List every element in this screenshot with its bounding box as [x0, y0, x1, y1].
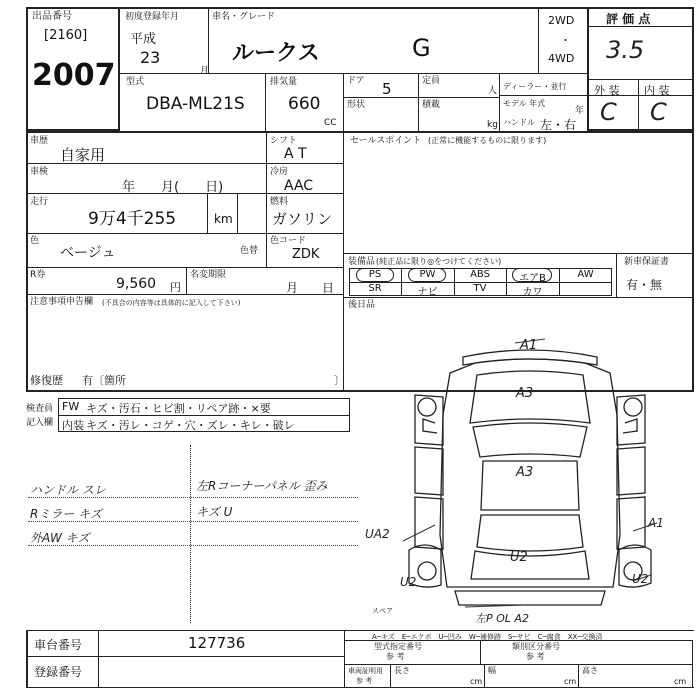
drive-2wd: 2WD: [548, 14, 575, 27]
divider: [265, 73, 266, 131]
drive-dot: ・: [560, 34, 571, 47]
lot-label: 出品番号: [32, 11, 72, 22]
category-label: 車歴: [30, 136, 49, 146]
shape-label: 形状: [347, 100, 366, 110]
cert-sub: 参 考: [356, 677, 373, 685]
score-value: 3.5: [606, 36, 645, 64]
interior-label: 内 装: [644, 84, 670, 97]
divider: [343, 131, 344, 392]
inspection-label: 車検: [30, 167, 49, 177]
damage-mark-roof: A3: [516, 465, 534, 480]
lot-big-number: 2007: [32, 58, 116, 93]
shift-value: A T: [284, 146, 307, 162]
note-rule: [28, 521, 358, 522]
class-sub: 参 考: [526, 652, 545, 661]
width-label: 幅: [488, 666, 496, 675]
type-value: DBA-ML21S: [146, 94, 245, 114]
name-change-value: 月 日: [286, 281, 335, 295]
recycle-label: R券: [30, 270, 46, 280]
height-unit: cm: [674, 677, 687, 686]
notes-sub: (不具合の内容等は具体的に記入して下さい): [102, 299, 241, 307]
equip-tv: TV: [473, 283, 487, 294]
divider: [98, 630, 99, 688]
inspector-label-2: 記入欄: [26, 418, 54, 428]
aircon-value: AAC: [284, 178, 314, 194]
divider: [587, 79, 694, 80]
name-change-label: 名変期限: [190, 270, 227, 280]
divider: [484, 664, 485, 688]
divider: [26, 267, 343, 268]
sales-point-label: セールスポイント: [350, 136, 422, 146]
divider: [208, 7, 209, 73]
divider: [26, 193, 343, 194]
color-label: 色: [30, 236, 40, 246]
aircon-label: 冷房: [270, 167, 289, 177]
lot-number: [2160]: [44, 28, 88, 43]
first-reg-label: 初度登録年月: [125, 12, 180, 22]
equip-aw: AW: [577, 269, 594, 280]
divider: [343, 297, 694, 298]
handle-label: ハンドル: [503, 118, 535, 127]
interior-grade: C: [650, 98, 667, 126]
notes-label: 注意事項申告欄: [30, 297, 94, 307]
model-label: 車名・グレード: [212, 12, 276, 22]
spare-label: スペア: [372, 607, 393, 615]
divider: [26, 656, 344, 657]
length-label: 長さ: [394, 666, 410, 675]
note-left-2: Rミラー キズ: [30, 507, 102, 521]
drive-4wd: 4WD: [548, 52, 575, 65]
year-unit: 年: [575, 106, 585, 116]
equipment-sub: (純正品に限り◎をつけてください): [376, 257, 502, 266]
inspector-row2-items: キズ・汚レ・コゲ・穴・ズレ・キレ・破レ: [86, 419, 295, 432]
displacement-unit: CC: [324, 118, 337, 128]
month-suffix: 月: [200, 66, 210, 76]
door-value: 5: [382, 80, 392, 98]
damage-mark-left-rear: U2: [400, 575, 417, 589]
divider: [499, 73, 500, 131]
divider: [480, 640, 481, 664]
car-damage-diagram: [395, 335, 665, 625]
repair-value: 有〔箇所: [82, 374, 126, 387]
inspector-label-1: 検査員: [26, 404, 54, 414]
model-year-label: モデル 年式: [503, 99, 546, 108]
damage-mark-right-side: A1: [648, 516, 664, 530]
reg-year: 23: [140, 48, 161, 67]
handle-value: 左・右: [540, 118, 577, 132]
damage-mark-rear-bumper: 左P OL A2: [475, 612, 529, 625]
divider: [587, 26, 694, 27]
era-label: 平成: [130, 32, 157, 47]
color-code-value: ZDK: [292, 247, 320, 262]
note-left-3: 外AW キズ: [30, 531, 90, 545]
equip-pw: PW: [419, 269, 436, 280]
divider: [418, 73, 419, 97]
equip-airbag: エアB: [519, 273, 546, 284]
fuel-label: 燃料: [270, 197, 289, 207]
cert-label: 車両証明用: [348, 667, 383, 675]
divider: [587, 95, 694, 96]
recycle-value: 9,560: [116, 276, 157, 292]
recycle-unit: 円: [170, 281, 181, 294]
exterior-label: 外 装: [594, 84, 620, 97]
divider: [120, 73, 587, 74]
divider: [266, 233, 267, 267]
divider: [207, 193, 208, 233]
category-value: 自家用: [60, 146, 106, 164]
divider: [578, 664, 579, 688]
capacity-label: 定員: [422, 76, 441, 86]
model-name: ルークス: [232, 41, 320, 66]
warranty-label: 新車保証書: [624, 257, 670, 267]
note-left-1: ハンドル スレ: [30, 483, 106, 497]
chassis-value: 127736: [188, 634, 246, 652]
type-label: 型式: [126, 77, 145, 87]
repair-close: 〕: [334, 374, 345, 387]
load-label: 積載: [422, 100, 441, 110]
aftermarket-label: 後日品: [348, 300, 376, 310]
repair-label: 修復歴: [30, 374, 63, 387]
note-right-1: 左Rコーナーパネル 歪み: [196, 479, 328, 493]
sales-point-sub: (正常に機能するものに限ります): [428, 136, 547, 145]
inspection-value: 年 月( 日): [122, 180, 224, 195]
divider: [26, 294, 343, 295]
fuel-value: ガソリン: [272, 210, 333, 228]
divider: [343, 97, 499, 98]
mileage-unit: km: [214, 212, 233, 226]
displacement-value: 660: [288, 94, 321, 114]
inspector-row1-items: キズ・汚石・ヒビ割・リペア跡・×要: [86, 402, 271, 415]
chassis-label: 車台番号: [34, 638, 83, 652]
divider: [190, 445, 191, 623]
width-unit: cm: [564, 677, 577, 686]
color-value: ベージュ: [60, 245, 116, 261]
length-unit: cm: [470, 677, 483, 686]
shift-label: シフト: [270, 136, 298, 146]
divider: [26, 233, 343, 234]
divider: [26, 163, 343, 164]
divider: [343, 253, 694, 254]
mileage-value: 9万4千255: [88, 209, 177, 229]
damage-mark-hood: A3: [516, 386, 534, 401]
divider: [266, 131, 267, 233]
divider: [186, 267, 187, 294]
door-label: ドア: [347, 76, 365, 86]
divider: [418, 97, 419, 131]
exterior-grade: C: [600, 98, 617, 126]
inspector-row1-label: FW: [62, 400, 80, 413]
score-label: 評 価 点: [606, 12, 651, 26]
dealer-label: ディーラー・並行: [503, 82, 567, 91]
divider: [344, 664, 693, 665]
divider: [237, 193, 238, 233]
damage-legend: A─キズ E─エクボ U─凹み W─補修跡 S─サビ C─腐食 XX─交換済: [372, 633, 603, 641]
damage-mark-left-side: UA2: [365, 527, 390, 541]
registration-label: 登録番号: [34, 665, 83, 679]
color-change-label: 色替: [240, 246, 259, 256]
damage-mark-front: A1: [520, 338, 538, 353]
class-label: 類別区分番号: [512, 642, 560, 651]
height-label: 高さ: [582, 666, 598, 675]
damage-mark-tailgate: U2: [510, 550, 528, 565]
equip-abs: ABS: [470, 269, 490, 280]
equip-sr: SR: [368, 283, 382, 294]
equipment-label: 装備品: [348, 257, 376, 267]
designation-sub: 参 考: [386, 652, 405, 661]
capacity-unit: 人: [488, 86, 498, 96]
divider: [26, 131, 694, 133]
divider: [343, 73, 344, 131]
note-rule: [28, 497, 358, 498]
warranty-value: 有・無: [626, 278, 663, 292]
equip-navi: ナビ: [417, 287, 438, 298]
grade-value: G: [412, 34, 431, 62]
inspector-row2-label: 内装: [62, 419, 84, 432]
mileage-label: 走行: [30, 197, 49, 207]
divider: [616, 253, 617, 297]
damage-mark-right-rear: U2: [632, 572, 649, 586]
divider: [390, 664, 391, 688]
note-right-2: キズ U: [196, 505, 233, 519]
divider: [538, 7, 539, 73]
equip-leather: カワ: [522, 287, 543, 298]
note-rule: [28, 545, 358, 546]
divider: [499, 95, 587, 96]
divider: [638, 79, 639, 131]
equip-ps: PS: [368, 269, 382, 280]
load-unit: kg: [487, 120, 498, 130]
designation-label: 型式指定番号: [374, 642, 422, 651]
displacement-label: 排気量: [270, 77, 298, 87]
color-code-label: 色コード: [270, 236, 307, 246]
